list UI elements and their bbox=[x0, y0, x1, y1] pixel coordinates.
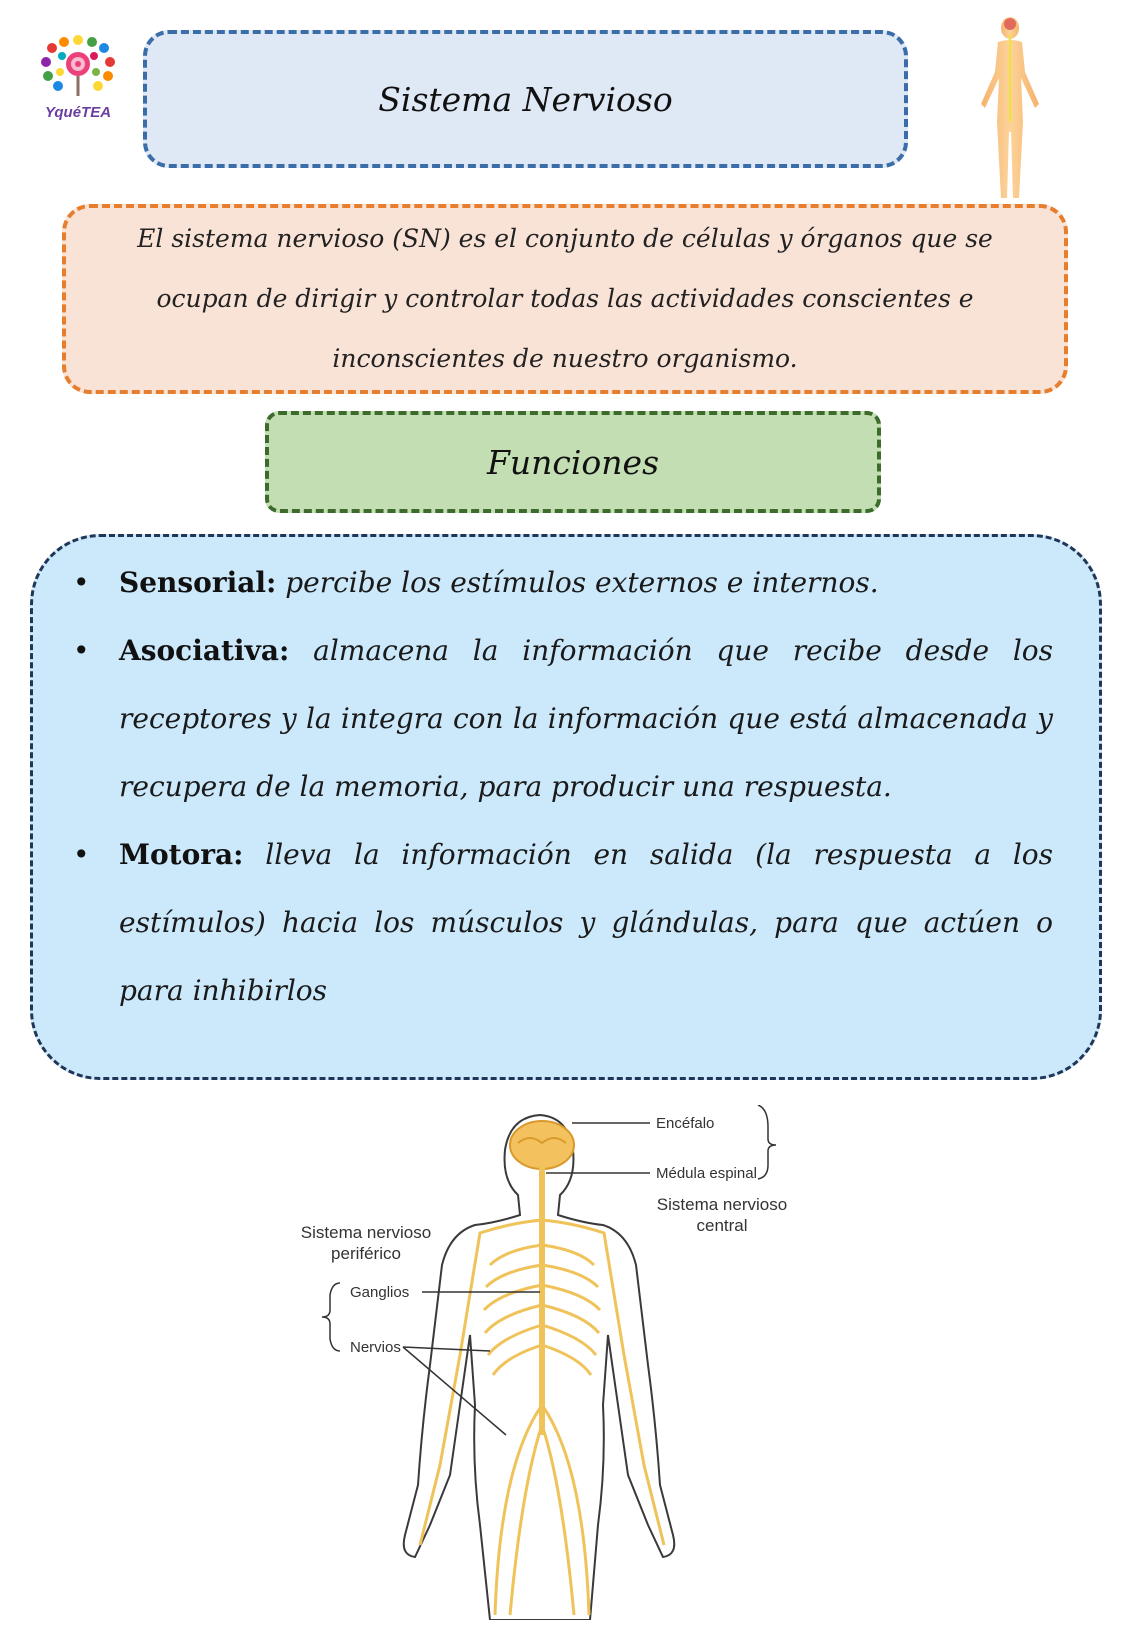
function-term: Motora: bbox=[119, 838, 244, 871]
body-figure-icon bbox=[965, 12, 1055, 204]
label-snc-line2: central bbox=[696, 1216, 748, 1235]
page-title: Sistema Nervioso bbox=[378, 79, 673, 119]
functions-title: Funciones bbox=[486, 442, 660, 482]
function-term: Asociativa: bbox=[119, 634, 290, 667]
function-description: almacena la información que recibe desde los receptores y la integra con la información que está almacenada y recupera de la memoria, para producir una respuesta. bbox=[119, 634, 1053, 803]
title-box bbox=[143, 30, 908, 168]
functions-list-box bbox=[30, 534, 1102, 1080]
brain-icon bbox=[510, 1121, 574, 1169]
function-item-motora bbox=[119, 821, 1053, 1025]
label-snc-line1: Sistema nervioso bbox=[656, 1195, 788, 1214]
label-ganglios: Ganglios bbox=[350, 1284, 410, 1301]
label-nervios: Nervios bbox=[350, 1339, 401, 1356]
label-snp-line1: Sistema nervioso bbox=[300, 1223, 432, 1242]
nervous-system-diagram bbox=[290, 1105, 890, 1620]
label-snp-line2: periférico bbox=[331, 1244, 401, 1263]
yquetea-logo bbox=[38, 34, 118, 130]
function-item-sensorial bbox=[119, 549, 1053, 617]
definition-text: El sistema nervioso (SN) es el conjunto de células y órganos que se ocupan de dirigir y controlar todas las actividades conscientes e inconscientes de nuestro organismo. bbox=[137, 224, 993, 373]
label-encefalo: Encéfalo bbox=[656, 1115, 715, 1132]
function-description: lleva la información en salida (la respuesta a los estímulos) hacia los músculos y glándulas, para que actúen o para inhibirlos bbox=[119, 838, 1053, 1007]
functions-list bbox=[119, 549, 1053, 1025]
functions-heading-box bbox=[265, 411, 881, 513]
logo-text: YquéTEA bbox=[44, 104, 112, 121]
function-item-asociativa bbox=[119, 617, 1053, 821]
label-medula-espinal: Médula espinal bbox=[656, 1165, 757, 1182]
lollipop-logo-icon bbox=[38, 34, 118, 104]
function-description: percibe los estímulos externos e internos. bbox=[276, 566, 879, 599]
function-term: Sensorial: bbox=[119, 566, 277, 599]
definition-box bbox=[62, 204, 1068, 394]
